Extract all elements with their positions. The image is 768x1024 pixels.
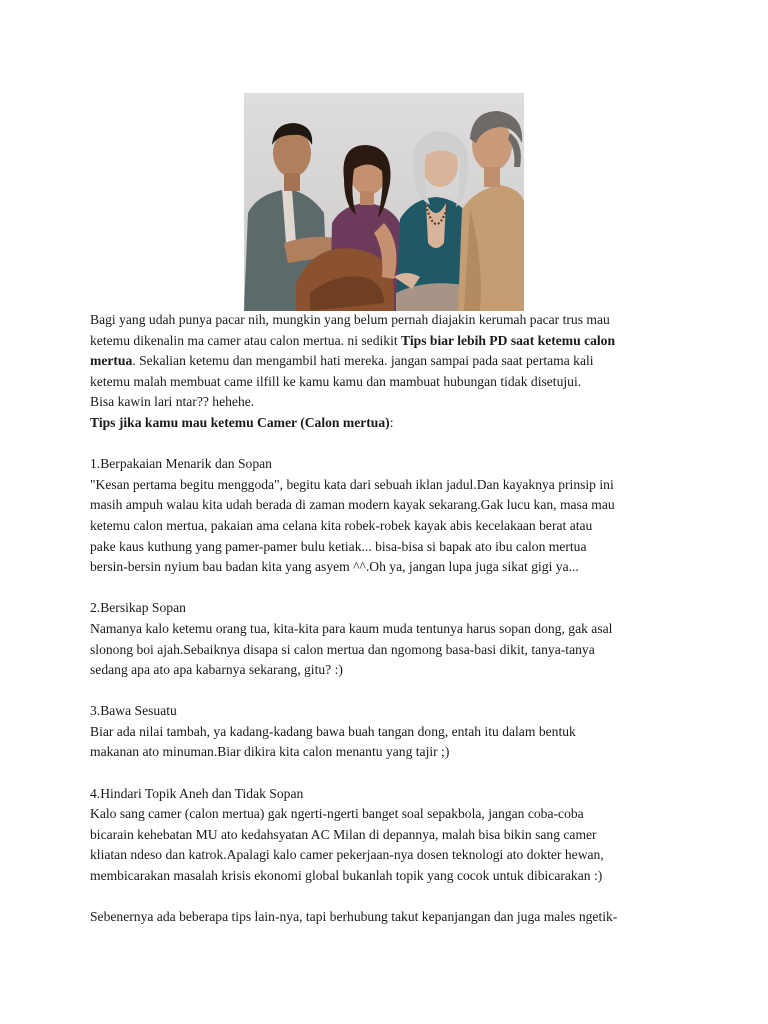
tip-1-line: ketemu calon mertua, pakaian ama celana kita robek-robek kayak abis kecelakaan berat atau xyxy=(90,517,593,533)
paragraph-gap xyxy=(90,887,690,908)
intro-bold-phrase-b: mertua xyxy=(90,353,133,369)
intro-line-2 xyxy=(90,331,690,352)
intro-line-4: ketemu malah membuat came ilfill ke kamu kamu dan mambuat hubungan tidak disetujui. xyxy=(90,373,582,389)
family-photo-icon xyxy=(244,93,524,311)
intro-line-3-text: . Sekalian ketemu dan mengambil hati mereka. jangan sampai pada saat pertama kali xyxy=(132,353,594,369)
intro-bold-phrase-a: Tips biar lebih PD saat ketemu calon xyxy=(401,332,616,348)
family-photo xyxy=(244,93,524,311)
paragraph-gap xyxy=(90,681,690,702)
tip-1-line: pake kaus kuthung yang pamer-pamer bulu ketiak... bisa-bisa si bapak ato ibu calon mertua xyxy=(90,538,587,554)
tip-3-line: Biar ada nilai tambah, ya kadang-kadang bawa buah tangan dong, entah itu dalam bentuk xyxy=(90,723,576,739)
intro-line-2-text: ketemu dikenalin ma camer atau calon mertua. ni sedikit xyxy=(90,332,402,348)
paragraph-gap xyxy=(90,434,690,455)
tip-4-line: Kalo sang camer (calon mertua) gak ngerti-ngerti banget soal sepakbola, jangan coba-coba xyxy=(90,806,584,822)
paragraph-gap xyxy=(90,578,690,599)
intro-line-5: Bisa kawin lari ntar?? hehehe. xyxy=(90,394,255,410)
tip-1-line: bersin-bersin nyium bau badan kita yang asyem ^^.Oh ya, jangan lupa juga sikat gigi ya... xyxy=(90,559,579,575)
tip-1-line: masih ampuh walau kita udah berada di zaman modern kayak sekarang.Gak lucu kan, masa mau xyxy=(90,497,615,513)
article-text xyxy=(90,310,690,928)
tip-2-line: slonong boi ajah.Sebaiknya disapa si calon mertua dan ngomong basa-basi dikit, tanya-tanya xyxy=(90,641,595,657)
tips-heading-bold: Tips jika kamu mau ketemu Camer (Calon mertua) xyxy=(90,414,390,430)
tip-2-line: sedang apa ato apa kabarnya sekarang, gitu? :) xyxy=(90,662,343,678)
tip-3-title: 3.Bawa Sesuatu xyxy=(90,703,177,719)
intro-line-3 xyxy=(90,351,690,372)
tip-2-title: 2.Bersikap Sopan xyxy=(90,600,186,616)
tips-heading xyxy=(90,413,690,434)
intro-line-1: Bagi yang udah punya pacar nih, mungkin yang belum pernah diajakin kerumah pacar trus mau xyxy=(90,312,610,327)
tip-4-line: kliatan ndeso dan katrok.Apalagi kalo camer pekerjaan-nya dosen teknologi ato dokter hewan, xyxy=(90,847,604,863)
closing-line: Sebenernya ada beberapa tips lain-nya, tapi berhubung takut kepanjangan dan juga males ngetik- xyxy=(90,909,618,925)
tip-4-title: 4.Hindari Topik Aneh dan Tidak Sopan xyxy=(90,785,304,801)
tip-2-line: Namanya kalo ketemu orang tua, kita-kita para kaum muda tentunya harus sopan dong, gak asal xyxy=(90,620,613,636)
paragraph-gap xyxy=(90,763,690,784)
tip-1-line: "Kesan pertama begitu menggoda", begitu kata dari sebuah iklan jadul.Dan kayaknya prinsip ini xyxy=(90,476,614,492)
tip-4-line: membicarakan masalah krisis ekonomi global bukanlah topik yang cocok untuk dibicarakan :) xyxy=(90,868,603,884)
tips-heading-colon: : xyxy=(389,414,394,430)
tip-4-line: bicarain kehebatan MU ato kedahsyatan AC Milan di depannya, malah bisa bikin sang camer xyxy=(90,826,597,842)
tip-1-title: 1.Berpakaian Menarik dan Sopan xyxy=(90,456,272,472)
tip-3-line: makanan ato minuman.Biar dikira kita calon menantu yang tajir ;) xyxy=(90,744,450,760)
